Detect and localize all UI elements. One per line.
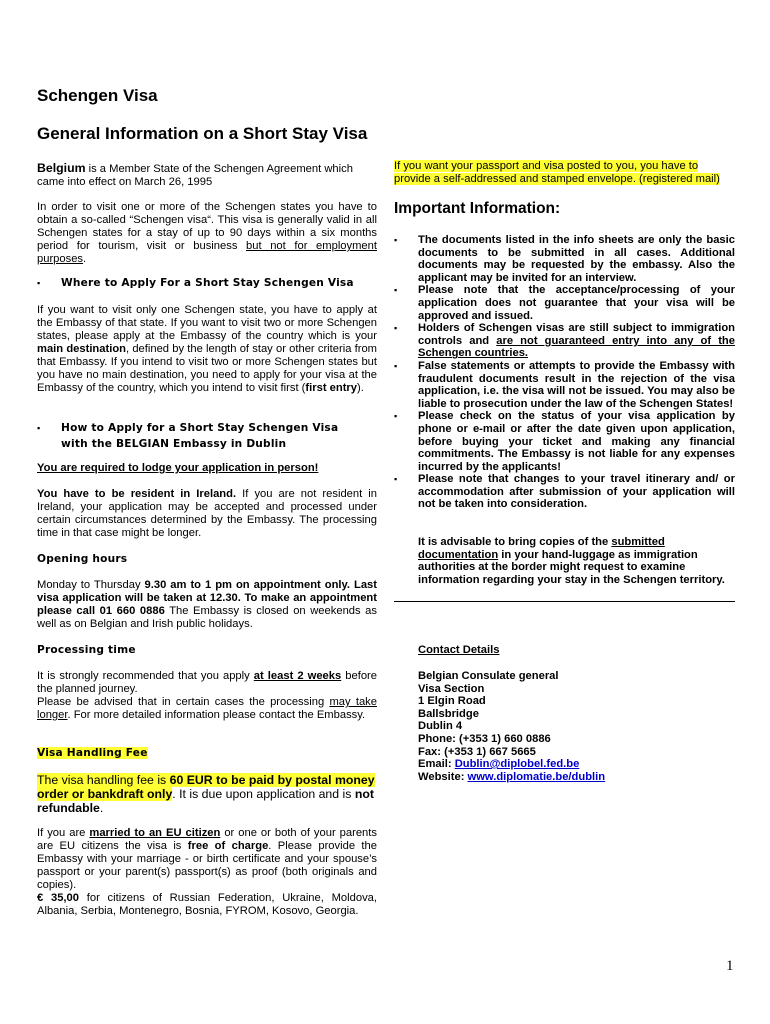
address-area: Ballsbridge (418, 707, 479, 720)
where-to-apply-heading: ▪ Where to Apply For a Short Stay Schengen Visa (37, 277, 354, 289)
list-item: ▪ Holders of Schengen visas are still subject to immigration controls and are not guaranteed entry into any of the Schengen countries. (394, 322, 735, 360)
bullet-icon: ▪ (394, 235, 398, 245)
where-to-apply-paragraph: If you want to visit only one Schengen state, you have to apply at the Embassy of that state. If you want to visit two or more Schengen states, please apply at the Embassy of the country which is your main destination, defined by the length of stay or other criteria from that Embassy. If you intend to visit two or more Schengen states but you have no main destination, you need to apply for your visa at the Embassy of the country, which you intend to visit first (first entry). (37, 304, 378, 394)
email-row: Email: Dublin@diplobel.fed.be (418, 758, 580, 771)
page-subtitle: General Information on a Short Stay Visa (37, 124, 368, 143)
address-street: 1 Elgin Road (418, 695, 486, 708)
advisable-paragraph: It is advisable to bring copies of the submitted documentation in your hand-luggage as immigration authorities at the border might request to examine information regarding your stay in the Schengen territory. (418, 536, 725, 586)
residency-paragraph: You have to be resident in Ireland. If you are not resident in Ireland, your application may be accepted and processed under certain circumstances determined by the Embassy. The processing time in that case might be longer. (37, 488, 377, 539)
list-item: ▪ False statements or attempts to provide the Embassy with fraudulent documents result in the rejection of the visa application, i.e. the visa will not be issued. You may also be liable to prosecution under the law of the Schengen States! (394, 359, 735, 410)
bullet-icon: ▪ (394, 285, 398, 296)
list-item: ▪ Please note that the acceptance/processing of your application does not guarantee that your visa will be approved and issued. (394, 284, 735, 322)
lodge-in-person-notice: You are required to lodge your application in person! (37, 462, 319, 474)
contact-heading: Contact Details (418, 644, 500, 656)
opening-hours-paragraph: Monday to Thursday 9.30 am to 1 pm on appointment only. Last visa application will be taken at 12.30. To make an appointment please call 01 660 0886 The Embassy is closed on weekends as well as on Belgian and Irish public holidays. (37, 579, 378, 630)
schengen-visa-paragraph: In order to visit one or more of the Schengen states you have to obtain a so-called “Schengen visa“. This visa is generally valid in all Schengen states for a stay of up to 90 days within a six months period for tourism, visit or business but not for employment purposes. (37, 201, 377, 265)
bullet-icon: ▪ (37, 423, 41, 433)
divider (394, 601, 735, 602)
postal-note: If you want your passport and visa posted to you, you have to provide a self-addressed and stamped envelope. (registered mail) (394, 160, 720, 185)
consulate-name: Belgian Consulate general (418, 670, 559, 682)
fax-number: Fax: (+353 1) 667 5665 (418, 745, 536, 758)
opening-hours-heading: Opening hours (37, 553, 128, 565)
processing-time-paragraph: It is strongly recommended that you apply at least 2 weeks before the planned journey. Please be advised that in certain cases the processing may take longer. For more detailed information please contact the Embassy. (37, 670, 378, 721)
email-link[interactable]: Dublin@diplobel.fed.be (454, 758, 580, 771)
important-info-heading: Important Information: (394, 200, 561, 217)
bullet-icon: ▪ (37, 278, 41, 288)
bullet-icon: ▪ (394, 411, 398, 422)
list-item: ▪ Please check on the status of your visa application by phone or e-mail or after the date given upon application, before buying your ticket and making any financial commitments. The Embassy is not liable for any expenses incurred by the applicants! (394, 410, 735, 473)
visa-fee-paragraph: The visa handling fee is 60 EUR to be paid by postal money order or bankdraft only. It is due upon application and is not refundable. (37, 773, 375, 815)
bullet-icon: ▪ (394, 474, 398, 485)
list-item: ▪ Please note that changes to your travel itinerary and/ or accommodation after submission of your application will not be taken into consideration. (394, 473, 735, 511)
website-row: Website: www.diplomatie.be/dublin (418, 770, 606, 783)
bullet-icon: ▪ (394, 323, 398, 334)
contact-details (418, 670, 736, 783)
eu-citizen-paragraph: If you are married to an EU citizen or one or both of your parents are EU citizens the visa is free of charge. Please provide the Embassy with your marriage - or birth certificate and your spouse’s passport or your parent(s) passport(s) as proof (both originals and copies). € 35,00 for citizens of Russian Federation, Ukraine, Moldova, Albania, Serbia, Montenegro, Bosnia, FYROM, Kosovo, Georgia. (37, 827, 378, 917)
bullet-icon: ▪ (394, 360, 398, 371)
page-number: 1 (726, 958, 734, 974)
phone-number: Phone: (+353 1) 660 0886 (418, 732, 551, 745)
list-item: ▪ The documents listed in the info sheets are only the basic documents to be submitted in all cases. Additional documents may be requested by the embassy. Also the applicant may be invited for an interview. (394, 234, 735, 284)
important-info-list (394, 234, 735, 511)
intro-paragraph: Belgium is a Member State of the Schengen Agreement which came into effect on March 26, 1995 (37, 161, 353, 188)
processing-time-heading: Processing time (37, 644, 136, 656)
page-title: Schengen Visa (37, 86, 158, 105)
visa-fee-heading: Visa Handling Fee (37, 747, 148, 759)
address-city: Dublin 4 (418, 720, 463, 733)
website-link[interactable]: www.diplomatie.be/dublin (467, 770, 606, 783)
visa-section: Visa Section (418, 682, 485, 695)
how-to-apply-heading: ▪ How to Apply for a Short Stay Schengen Visa with the BELGIAN Embassy in Dublin (37, 422, 339, 450)
